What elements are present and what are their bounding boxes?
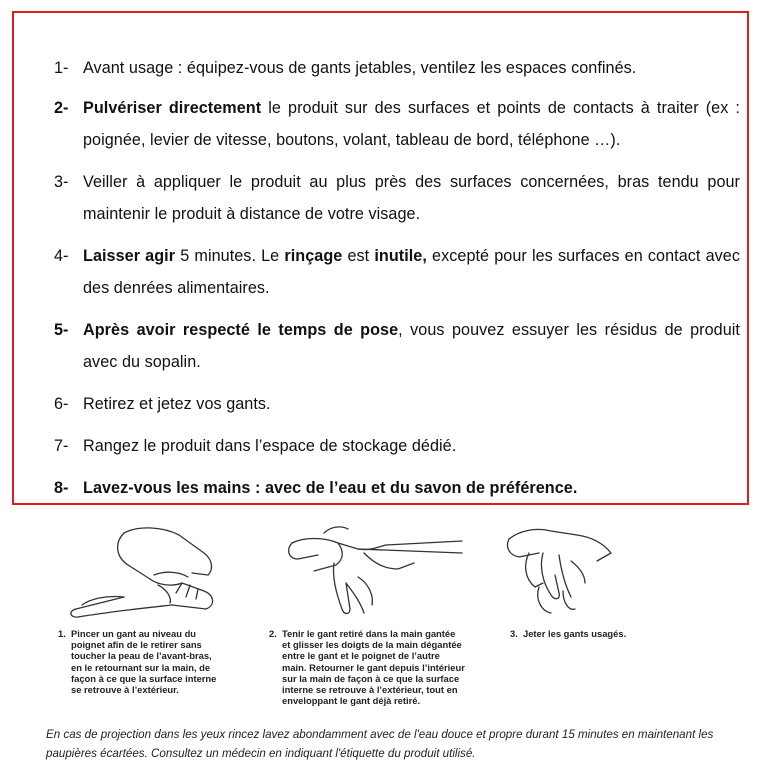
glove-discard-icon [499,513,639,623]
step-text: Veiller à appliquer le produit au plus près des surfaces concernées, bras tendu pour maintenir le produit à distance de votre visage. [83,173,740,223]
step-text-bold: inutile, [374,247,427,265]
step-text-bold: Laisser agir [83,247,176,265]
glove-removal-pinch-icon [54,513,244,623]
step-item [40,240,740,304]
step-text: , vous pouvez essuyer les résidus de produit avec du sopalin. [83,321,740,371]
step-number: 7- [54,437,69,455]
caption-number: 2. [269,628,277,639]
glove-removal-slide-icon [274,513,474,623]
illustration-caption [510,628,700,639]
step-item [40,92,740,156]
step-text: Avant usage : équipez-vous de gants jetables, ventilez les espaces confinés. [83,59,637,77]
eye-contact-warning: En cas de projection dans les yeux rincez lavez abondamment avec de l'eau douce et propre durant 15 minutes en maintenant les paupières écartées. Consultez un médecin en indiquant l'étiquette du produit utilisé. [46,728,714,760]
step-number: 6- [54,395,69,413]
step-number: 2- [54,99,69,117]
step-item [40,430,740,462]
step-item [40,472,740,504]
step-number: 3- [54,173,69,191]
step-item [40,166,740,230]
step-text: 5 minutes. Le [175,247,285,265]
caption-number: 1. [58,628,66,639]
glove-removal-illustration [44,513,712,713]
usage-steps-list [40,52,740,504]
step-number: 5- [54,321,69,339]
caption-text: Jeter les gants usagés. [523,628,627,639]
step-text-bold: Après avoir respecté le temps de pose [83,321,399,339]
step-number: 1- [54,59,69,77]
step-number: 8- [54,479,69,497]
illustration-caption [58,628,263,695]
step-text: Retirez et jetez vos gants. [83,395,271,413]
step-text: Rangez le produit dans l’espace de stockage dédié. [83,437,457,455]
step-text: est [342,247,375,265]
illustration-caption [269,628,489,706]
caption-number: 3. [510,628,518,639]
step-text-bold: rinçage [284,247,343,265]
step-text-bold: Lavez-vous les mains : avec de l’eau et du savon de préférence. [83,479,578,497]
step-text: excepté pour les surfaces en contact avec des denrées alimentaires. [83,247,740,297]
step-text: le produit sur des surfaces et points de contacts à traiter (ex : poignée, levier de vitesse, boutons, volant, tableau de bord, téléphone …). [83,99,740,149]
caption-text: Tenir le gant retiré dans la main gantée et glisser les doigts de la main dégantée entre le gant et le poignet de l’autre main. Retourner le gant depuis l’intérieur sur la main de façon à ce que la surface interne se retrouve à l’extérieur, tout en enveloppant le gant déjà retiré. [282,628,465,707]
step-item [40,314,740,378]
step-item [40,388,740,420]
step-number: 4- [54,247,69,265]
step-text-bold: Pulvériser directement [83,99,262,117]
step-item [40,52,740,84]
caption-text: Pincer un gant au niveau du poignet afin de le retirer sans toucher la peau de l’avant-bras, en le retournant sur la main, de façon à ce que la surface interne se retrouve à l’extérieur. [71,628,217,696]
